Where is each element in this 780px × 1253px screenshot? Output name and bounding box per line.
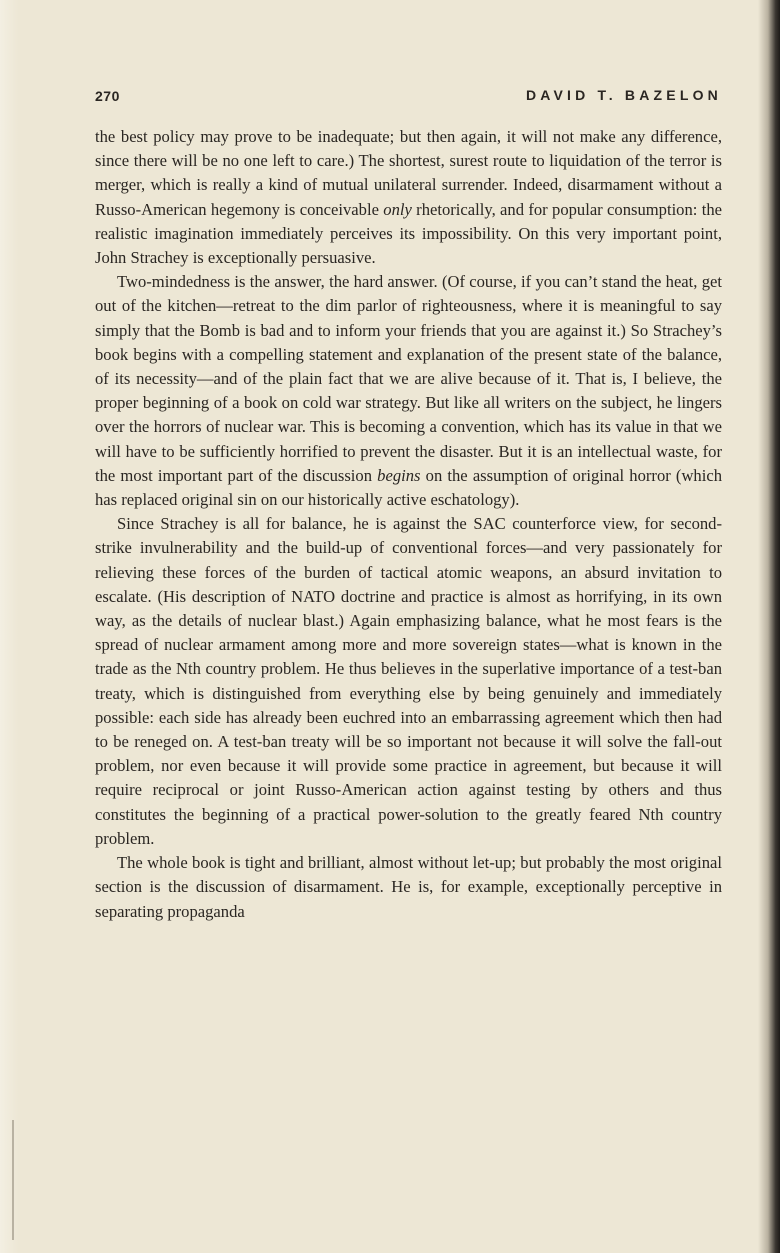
paragraph bbox=[95, 270, 722, 512]
text-run: rhetorically, and for popular consumption: the realistic imagination immediately perceives its impossibility. On this very important point, John Strachey is exceptionally persuasive. bbox=[95, 199, 722, 268]
italic-text: begins bbox=[377, 465, 421, 485]
paragraph bbox=[95, 851, 722, 924]
page-edge-mark bbox=[12, 1120, 14, 1240]
paragraph bbox=[95, 125, 722, 270]
page-left-margin bbox=[0, 0, 18, 1253]
text-run: Since Strachey is all for balance, he is against the SAC counterforce view, for second-strike invulnerability and the build-up of conventional forces—and very passionately for relieving these forces of the burden of tactical atomic weapons, an absurd invitation to escalate. (His description of NATO doctrine and practice is almost as horrifying, in its own way, as the details of nuclear blast.) Again emphasizing balance, what he most fears is the spread of nuclear armament among more and more sovereign states—what is known in the trade as the Nth country problem. He thus believes in the superlative importance of a test-ban treaty, which is distinguished from everything else by being genuinely and immediately possible: each side has already been euchred into an embarrassing agreement which then had to be reneged on. A test-ban treaty will be so important not because it will solve the fall-out problem, nor even because it will provide some practice in agreement, but because it will require reciprocal or joint Russo-American action against testing by others and thus constitutes the beginning of a practical power-solution to the greatly feared Nth country problem. bbox=[95, 514, 722, 848]
book-binding-shadow bbox=[758, 0, 780, 1253]
italic-text: only bbox=[383, 199, 412, 219]
text-run: on the assumption of original horror (which has replaced original sin on our historically active eschatology). bbox=[95, 465, 722, 510]
text-run: Two-mindedness is the answer, the hard answer. (Of course, if you can’t stand the heat, get out of the kitchen—retreat to the dim parlor of righteousness, where it is meaningful to say simply that the Bomb is bad and to inform your friends that you are against it.) So Strachey’s book begins with a compelling statement and explanation of the present state of the balance, of its necessity—and of the plain fact that we are alive because of it. That is, I believe, the proper beginning of a book on cold war strategy. But like all writers on the subject, he lingers over the horrors of nuclear war. This is becoming a convention, which has its value in that we will have to be sufficiently horrified to prevent the disaster. But it is an intellectual waste, for the most important part of the discussion bbox=[95, 272, 722, 485]
body-text bbox=[95, 125, 722, 924]
text-run: The whole book is tight and brilliant, almost without let-up; but probably the most original section is the discussion of disarmament. He is, for example, exceptionally perceptive in separating propaganda bbox=[95, 853, 722, 921]
running-title: DAVID T. BAZELON bbox=[525, 87, 722, 103]
running-head bbox=[95, 88, 722, 110]
page-number: 270 bbox=[95, 88, 120, 104]
paragraph bbox=[95, 512, 722, 851]
text-run: the best policy may prove to be inadequate; but then again, it will not make any difference, since there will be no one left to care.) The shortest, surest route to liquidation of the terror is merger, which is really a kind of mutual unilateral surrender. Indeed, disarmament without a Russo-American hegemony is conceivable bbox=[95, 127, 722, 219]
